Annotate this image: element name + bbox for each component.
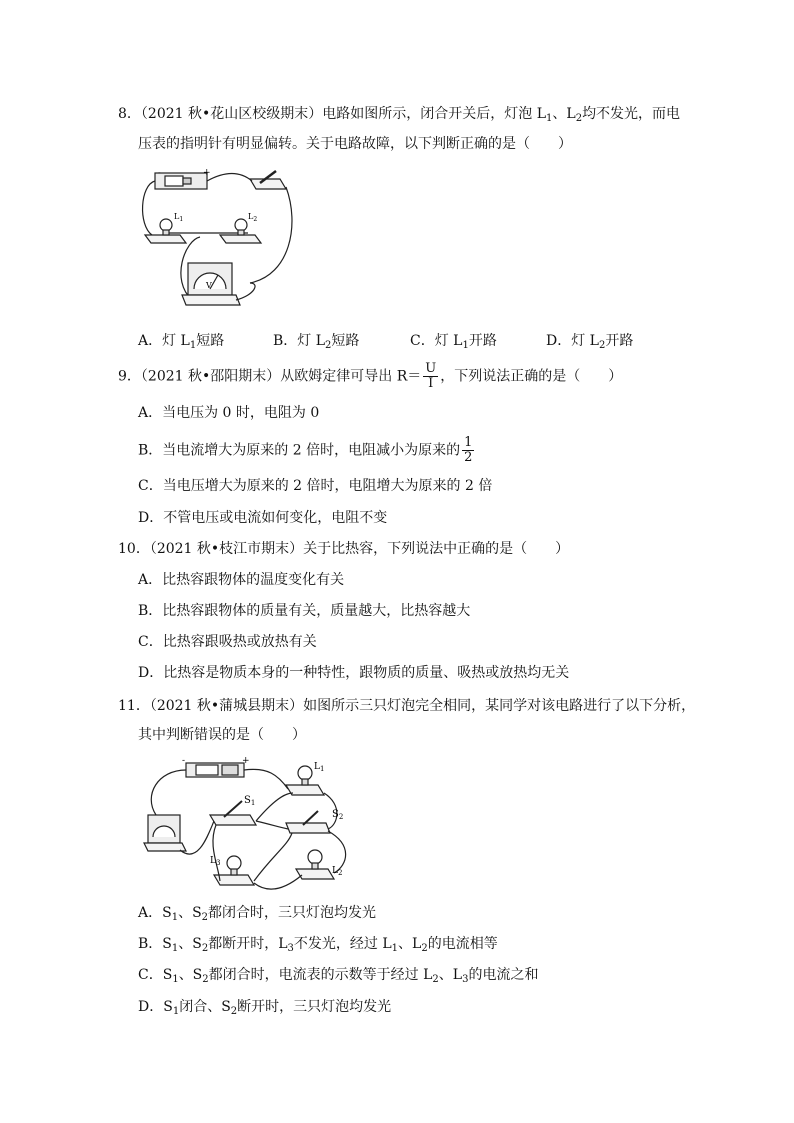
battery-plus-label: + — [242, 756, 250, 766]
q11-text1: 如图所示三只灯泡完全相同，某同学对该电路进行了以下分析， — [303, 698, 696, 714]
battery-plus-label: + — [203, 168, 211, 178]
q10-number: 10． — [118, 541, 150, 557]
q11-line1 — [118, 696, 695, 716]
q10-stem — [118, 539, 569, 559]
lamp-l1-label: $L_1$ — [314, 762, 325, 773]
q9-fraction: $\frac{U}{I}$ — [425, 361, 437, 391]
q8-text: 均不发光，而电 — [582, 106, 681, 122]
q10-source: （2021 秋•枝江市期末） — [149, 541, 304, 557]
q11-option-c[interactable]: C．$S_1$、$S_2$都闭合时，电流表的示数等于经过 $L_2$、$L_3$的电流之和 — [138, 967, 539, 985]
lamp-l2-label: $L_2$ — [248, 212, 258, 223]
battery-minus-label: - — [158, 168, 161, 177]
q8-number: 8． — [118, 106, 141, 122]
switch-s2-label: $S_2$ — [332, 809, 344, 821]
q11-line2: 其中判断错误的是（ ） — [138, 727, 306, 743]
q8-text1: 电路如图所示，闭合开关后，灯泡 L — [322, 106, 547, 122]
q9-source: （2021 秋•邵阳期末） — [140, 368, 281, 385]
q8-line1 — [118, 104, 680, 129]
q10-option-b[interactable]: B．比热容跟物体的质量有关，质量越大，比热容越大 — [138, 603, 471, 619]
q9-option-b[interactable]: B．当电流增大为原来的 2 倍时，电阻减小为原来的 $\frac{1}{2}$ — [138, 435, 473, 465]
q9-option-c[interactable]: C．当电压增大为原来的 2 倍时，电阻增大为原来的 2 倍 — [138, 478, 493, 494]
lamp-l2-label: $L_2$ — [332, 866, 343, 877]
switch-s1-label: $S_1$ — [244, 795, 256, 807]
q9-option-d[interactable]: D．不管电压或电流如何变化，电阻不变 — [138, 510, 388, 526]
lamp-l1-label: $L_1$ — [174, 212, 184, 223]
q10-option-d[interactable]: D．比热容是物质本身的一种特性，跟物质的质量、吸热或放热均无关 — [138, 665, 570, 681]
q9-text: 从欧姆定律可导出 R＝ — [280, 368, 422, 385]
q9-option-a[interactable]: A．当电压为 0 时，电阻为 0 — [138, 405, 320, 421]
q10-option-a[interactable]: A．比热容跟物体的温度变化有关 — [138, 572, 345, 588]
q8-source: （2021 秋•花山区校级期末） — [140, 106, 323, 122]
q8-text2: 压表的指明针有明显偏转。关于电路故障，以下判断正确的是（ ） — [138, 136, 572, 152]
q8-option-a[interactable]: A．灯 $L_1$短路 — [138, 333, 225, 351]
q11-circuit-figure — [138, 755, 368, 895]
q8-line2 — [138, 134, 572, 154]
lamp-l3-label: $L_3$ — [210, 856, 221, 867]
q11-source: （2021 秋•蒲城县期末） — [149, 698, 304, 714]
q9-number: 9． — [118, 368, 141, 385]
q11-option-d[interactable]: D．$S_1$闭合、$S_2$断开时，三只灯泡均发光 — [138, 999, 392, 1017]
voltmeter-label: V — [206, 281, 212, 290]
q9-stem — [118, 362, 622, 391]
battery-minus-label: - — [182, 756, 186, 766]
q11-option-a[interactable]: A．$S_1$、$S_2$都闭合时，三只灯泡均发光 — [138, 905, 377, 923]
q8-sub: 1 — [546, 113, 553, 124]
q8-text: 、L — [552, 106, 576, 122]
q8-option-b[interactable]: B．灯 $L_2$短路 — [273, 333, 360, 351]
q10-option-c[interactable]: C．比热容跟吸热或放热有关 — [138, 634, 317, 650]
q8-circuit-figure — [140, 165, 300, 320]
q8-sub: 2 — [575, 113, 583, 124]
q9-text: ，下列说法正确的是（ ） — [440, 368, 623, 385]
q8-option-d[interactable]: D．灯 $L_2$开路 — [546, 333, 634, 351]
q10-text: 关于比热容，下列说法中正确的是（ ） — [303, 541, 570, 557]
q8-option-c[interactable]: C．灯 $L_1$开路 — [410, 333, 497, 351]
q11-option-b[interactable]: B．$S_1$、$S_2$都断开时，$L_3$不发光，经过 $L_1$、$L_2$的电流相等 — [138, 936, 498, 954]
q11-number: 11． — [118, 698, 150, 714]
